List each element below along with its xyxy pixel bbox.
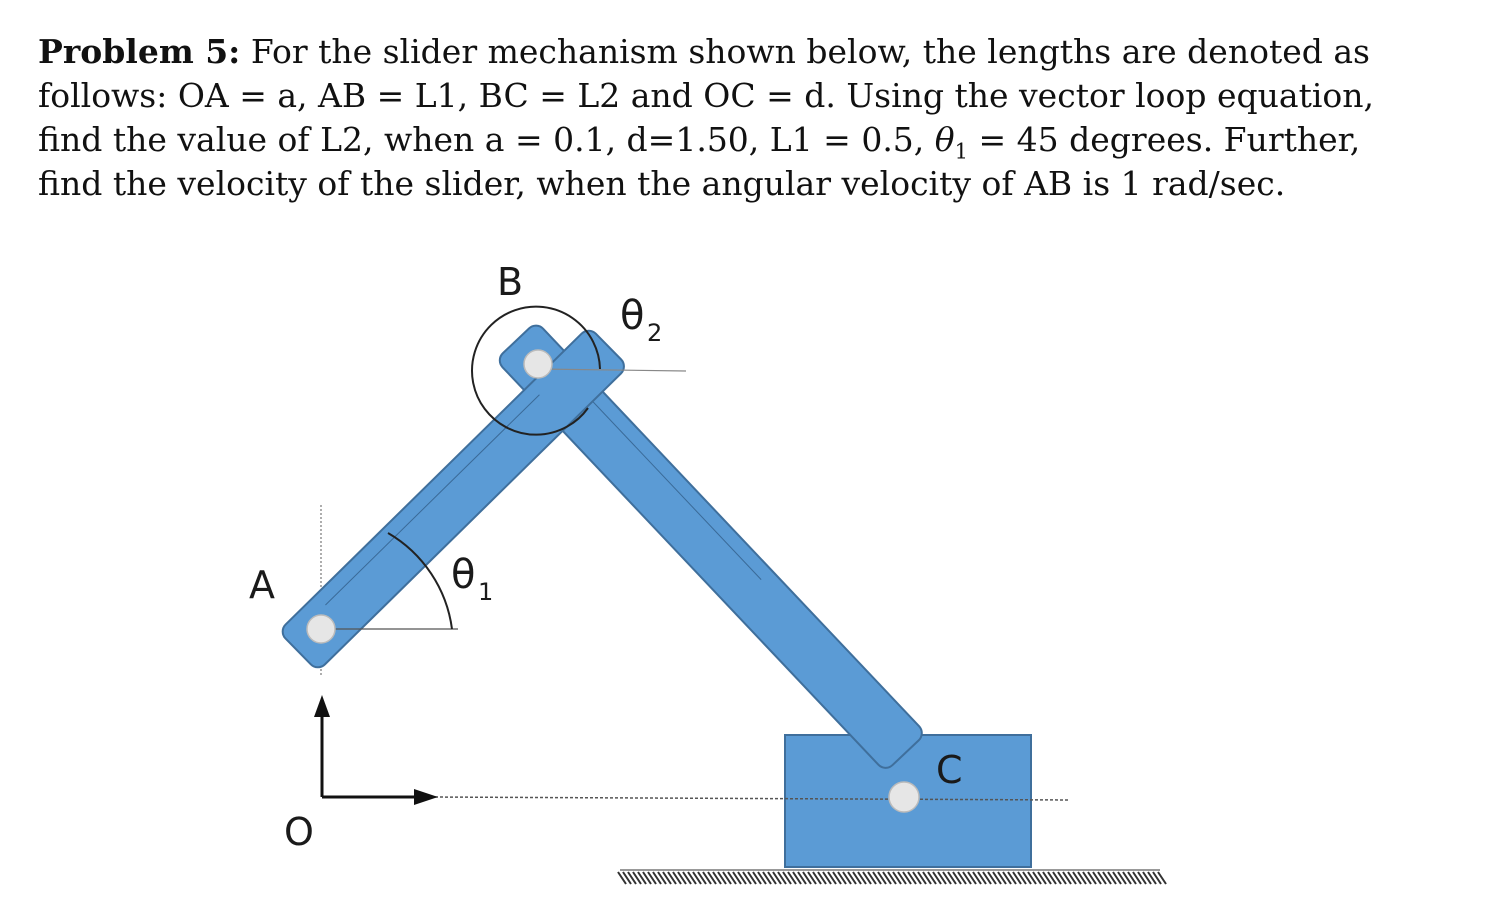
x-axis-arrowhead (414, 789, 438, 805)
problem-line-4: find the velocity of the slider, when the angular velocity of AB is 1 rad/sec. (38, 164, 1286, 203)
problem-heading: Problem 5: (38, 32, 241, 71)
pin-c (889, 782, 919, 812)
theta1-symbol: θ (934, 120, 955, 159)
problem-line-3-post: = 45 degrees. Further, (968, 120, 1361, 159)
y-axis-arrowhead (314, 695, 330, 717)
label-a: A (249, 563, 275, 607)
label-c: C (936, 748, 963, 792)
label-o: O (284, 810, 314, 854)
ground-hatch (618, 870, 1166, 884)
theta1-label-subscript: 1 (478, 578, 494, 606)
theta1-label: θ (451, 552, 476, 598)
link-ab-centerline (325, 395, 539, 605)
problem-line-1: For the slider mechanism shown below, the lengths are denoted as (240, 32, 1370, 71)
theta1-subscript: 1 (954, 139, 969, 164)
problem-line-3-pre: find the value of L2, when a = 0.1, d=1.50, L1 = 0.5, (38, 120, 935, 159)
pin-b (524, 350, 552, 378)
label-b: B (497, 260, 524, 304)
theta2-label-subscript: 2 (647, 319, 663, 347)
problem-line-2: follows: OA = a, AB = L1, BC = L2 and OC = d. Using the vector loop equation, (38, 76, 1375, 115)
theta2-label: θ (620, 293, 645, 339)
pin-a (307, 615, 335, 643)
